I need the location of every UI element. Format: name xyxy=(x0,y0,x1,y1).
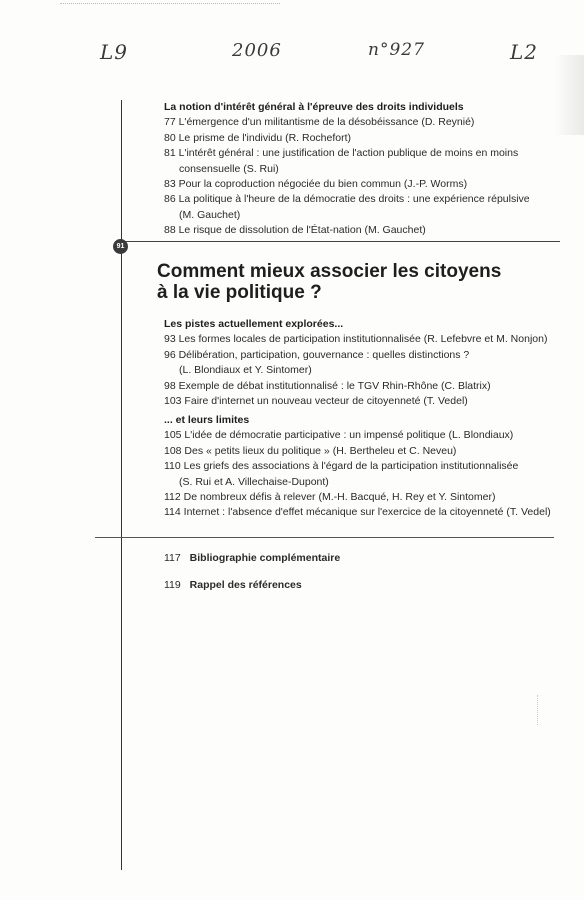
section-divider-top xyxy=(121,241,560,242)
page-number-badge: 91 xyxy=(113,239,128,254)
toc-entry: 81 L'intérêt général : une justification de l'action publique de moins en moins xyxy=(164,147,519,160)
toc-entry: 98 Exemple de débat institutionnalisé : le TGV Rhin-Rhône (C. Blatrix) xyxy=(164,379,491,392)
section-heading: Les pistes actuellement explorées... xyxy=(164,318,344,330)
toc-entry: 93 Les formes locales de participation institutionnalisée (R. Lefebvre et M. Nonjon) xyxy=(164,333,548,346)
toc-entry: 96 Délibération, participation, gouvernance : quelles distinctions ? xyxy=(164,348,470,361)
page-number: 117 xyxy=(164,552,181,564)
entry-label: Bibliographie complémentaire xyxy=(189,552,341,564)
toc-entry: 103 Faire d'internet un nouveau vecteur de citoyenneté (T. Vedel) xyxy=(164,395,468,408)
toc-entry: 114 Internet : l'absence d'effet mécanique sur l'exercice de la citoyenneté (T. Vedel) xyxy=(164,506,551,519)
toc-entry-continuation: consensuelle (S. Rui) xyxy=(179,162,279,175)
handwritten-annotation-1: L9 xyxy=(100,40,129,64)
toc-entry-bibliography xyxy=(164,552,340,564)
margin-vertical-rule xyxy=(121,100,122,870)
toc-entry-references xyxy=(164,579,302,591)
chapter-title-line-1: Comment mieux associer les citoyens xyxy=(157,261,502,282)
toc-entry: 86 La politique à l'heure de la démocratie des droits : une expérience répulsive xyxy=(164,193,530,206)
entry-label: Rappel des références xyxy=(189,579,302,591)
section-heading: La notion d'intérêt général à l'épreuve des droits individuels xyxy=(164,101,464,113)
toc-entry: 105 L'idée de démocratie participative : un impensé politique (L. Blondiaux) xyxy=(164,429,514,442)
chapter-title-line-2: à la vie politique ? xyxy=(157,282,322,303)
section-divider-bottom xyxy=(95,537,554,538)
toc-entry: 112 De nombreux défis à relever (M.-H. Bacqué, H. Rey et Y. Sintomer) xyxy=(164,491,496,504)
handwritten-annotation-year: 2006 xyxy=(232,40,282,61)
scan-margin-mark xyxy=(60,3,280,8)
toc-entry: 108 Des « petits lieux du politique » (H. Bertheleu et C. Neveu) xyxy=(164,444,457,457)
toc-entry-continuation: (M. Gauchet) xyxy=(179,208,241,221)
chapter-title xyxy=(157,261,557,303)
handwritten-annotation-4: L2 xyxy=(510,40,539,64)
scan-artifact xyxy=(537,695,548,725)
toc-section-limits xyxy=(164,413,551,521)
toc-entry: 80 Le prisme de l'individu (R. Rochefort) xyxy=(164,131,352,144)
toc-entry-continuation: (L. Blondiaux et Y. Sintomer) xyxy=(179,364,312,377)
toc-entry: 77 L'émergence d'un militantisme de la désobéissance (D. Reynié) xyxy=(164,116,475,129)
handwritten-annotation-issue: n°927 xyxy=(368,40,425,60)
toc-entry: 83 Pour la coproduction négociée du bien commun (J.-P. Worms) xyxy=(164,178,468,191)
toc-entry: 110 Les griefs des associations à l'égard de la participation institutionnalisée xyxy=(164,460,519,473)
toc-section-general-interest xyxy=(164,100,530,239)
toc-section-explored-paths xyxy=(164,317,547,409)
page-number: 119 xyxy=(164,579,181,591)
section-heading: ... et leurs limites xyxy=(164,414,250,426)
toc-entry: 88 Le risque de dissolution de l'État-nation (M. Gauchet) xyxy=(164,224,426,237)
scan-corner-shadow xyxy=(554,55,584,135)
toc-entry-continuation: (S. Rui et A. Villechaise-Dupont) xyxy=(179,475,329,488)
